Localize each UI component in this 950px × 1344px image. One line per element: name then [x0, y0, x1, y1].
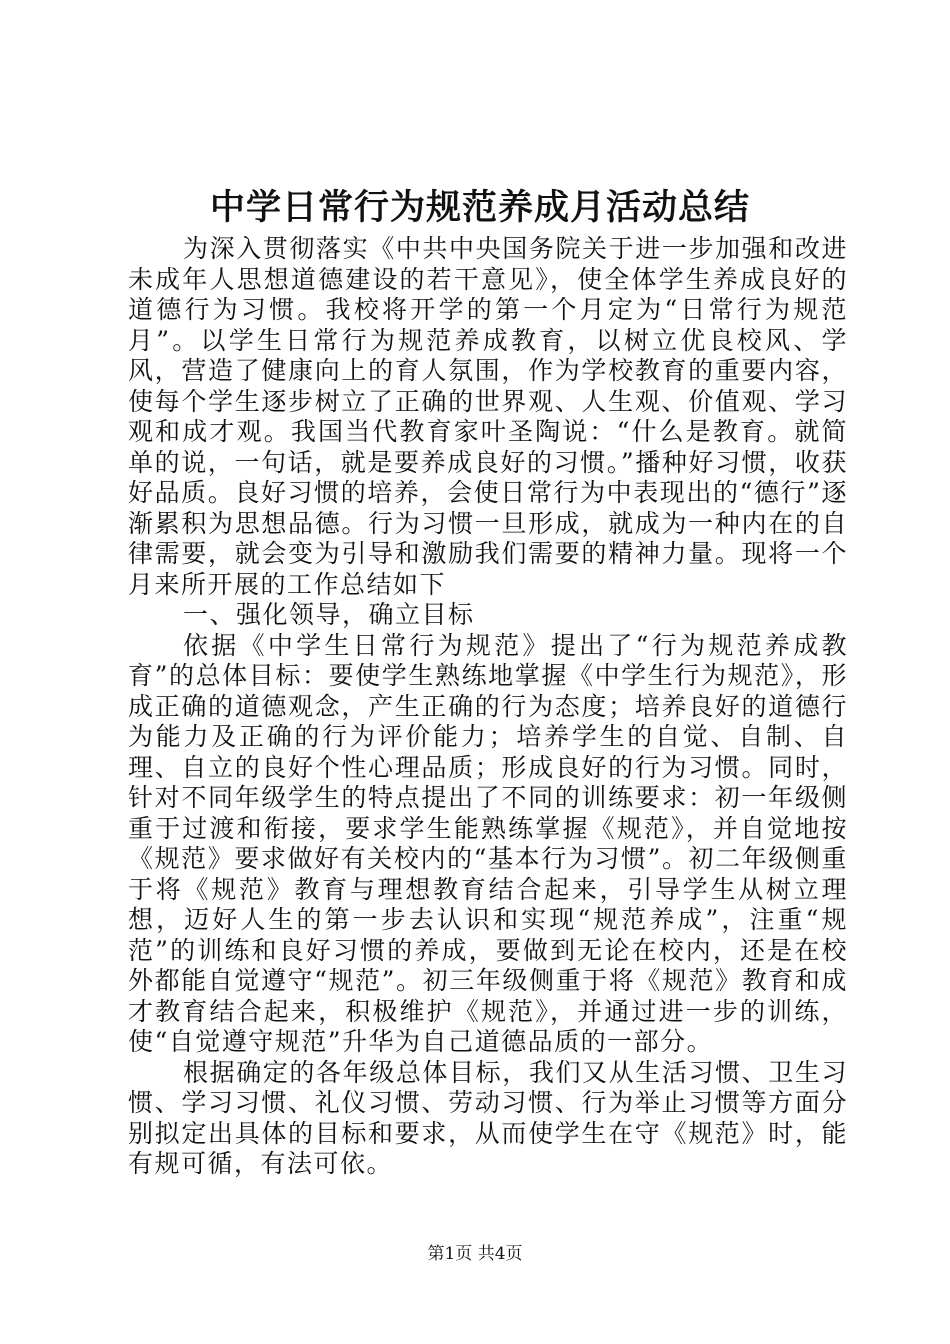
- page-number-footer: 第1页 共4页: [427, 1244, 523, 1264]
- paragraph-intro: 为深入贯彻落实《中共中央国务院关于进一步加强和改进未成年人思想道德建设的若干意见》，使全体学生养成良好的道德行为习惯。我校将开学的第一个月定为“日常行为规范月”。以学生日常行为规范养成教育，以树立优良校风、学风，营造了健康向上的育人氛围，作为学校教育的重要内容，使每个学生逐步树立了正确的世界观、人生观、价值观、学习观和成才观。我国当代教育家叶圣陶说：“什么是教育。就简单的说，一句话，就是要养成良好的习惯。”播种好习惯，收获好品质。良好习惯的培养，会使日常行为中表现出的“德行”逐渐累积为思想品德。行为习惯一旦形成，就成为一种内在的自律需要，就会变为引导和激励我们需要的精神力量。现将一个月来所开展的工作总结如下: [128, 234, 848, 599]
- paragraph-habits: 根据确定的各年级总体目标，我们又从生活习惯、卫生习惯、学习习惯、礼仪习惯、劳动习惯、行为举止习惯等方面分别拟定出具体的目标和要求，从而使学生在守《规范》时，能有规可循，有法可依。: [128, 1057, 848, 1178]
- section-heading-1: 一、强化领导，确立目标: [183, 600, 475, 629]
- document-body: [128, 234, 848, 1180]
- document-title: 中学日常行为规范养成月活动总结: [209, 187, 750, 228]
- paragraph-goals: 依据《中学生日常行为规范》提出了“行为规范养成教育”的总体目标：要使学生熟练地掌握《中学生行为规范》，形成正确的道德观念，产生正确的行为态度；培养良好的道德行为能力及正确的行为评价能力；培养学生的自觉、自制、自理、自立的良好个性心理品质；形成良好的行为习惯。同时，针对不同年级学生的特点提出了不同的训练要求：初一年级侧重于过渡和衔接，要求学生能熟练掌握《规范》，并自觉地按《规范》要求做好有关校内的“基本行为习惯”。初二年级侧重于将《规范》教育与理想教育结合起来，引导学生从树立理想，迈好人生的第一步去认识和实现“规范养成”，注重“规范”的训练和良好习惯的养成，要做到无论在校内，还是在校外都能自觉遵守“规范”。初三年级侧重于将《规范》教育和成才教育结合起来，积极维护《规范》，并通过进一步的训练，使“自觉遵守规范”升华为自己道德品质的一部分。: [128, 630, 848, 1056]
